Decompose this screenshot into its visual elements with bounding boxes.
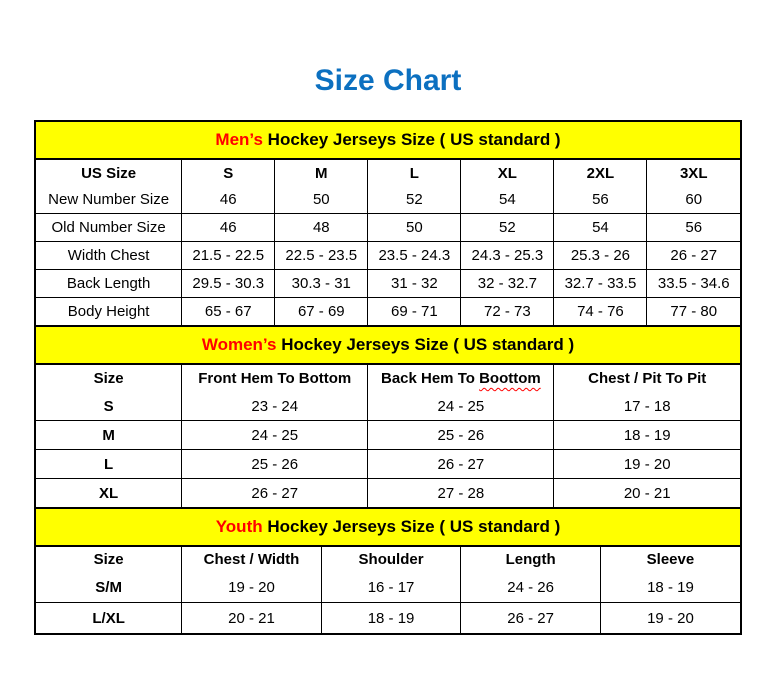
men-section-heading bbox=[36, 122, 740, 160]
size-value-cell: 20 - 21 bbox=[182, 603, 322, 634]
women-row-m bbox=[36, 421, 740, 450]
size-value-cell: 24 - 26 bbox=[461, 572, 601, 603]
size-value-cell: 56 bbox=[554, 186, 647, 214]
misspelled-word: Boottom bbox=[479, 370, 541, 387]
size-value-cell: 48 bbox=[275, 214, 368, 242]
size-value-cell: 32 - 32.7 bbox=[461, 270, 554, 298]
size-value-cell: 18 - 19 bbox=[600, 572, 740, 603]
size-value-cell: 26 - 27 bbox=[461, 603, 601, 634]
size-chart bbox=[34, 120, 742, 635]
column-header: 3XL bbox=[647, 160, 740, 186]
men-row-old-number-size bbox=[36, 214, 740, 242]
column-header: Chest / Pit To Pit bbox=[554, 365, 740, 392]
column-header: M bbox=[275, 160, 368, 186]
size-value-cell: 18 - 19 bbox=[554, 421, 740, 450]
size-value-cell: 31 - 32 bbox=[368, 270, 461, 298]
size-value-cell: 27 - 28 bbox=[368, 479, 554, 508]
size-value-cell: 67 - 69 bbox=[275, 298, 368, 326]
row-label: S/M bbox=[36, 572, 182, 603]
row-label: L/XL bbox=[36, 603, 182, 634]
size-value-cell: 26 - 27 bbox=[368, 450, 554, 479]
size-value-cell: 24.3 - 25.3 bbox=[461, 242, 554, 270]
size-value-cell: 33.5 - 34.6 bbox=[647, 270, 740, 298]
row-label: L bbox=[36, 450, 182, 479]
youth-section-name: Youth bbox=[215, 517, 263, 536]
size-value-cell: 20 - 21 bbox=[554, 479, 740, 508]
column-header: Front Hem To Bottom bbox=[182, 365, 368, 392]
women-row-s bbox=[36, 392, 740, 421]
size-value-cell: 74 - 76 bbox=[554, 298, 647, 326]
size-value-cell: 25 - 26 bbox=[368, 421, 554, 450]
men-section-name: Men’s bbox=[215, 130, 263, 149]
size-value-cell: 23.5 - 24.3 bbox=[368, 242, 461, 270]
page-title: Size Chart bbox=[314, 64, 462, 97]
size-value-cell: 56 bbox=[647, 214, 740, 242]
size-value-cell: 65 - 67 bbox=[182, 298, 275, 326]
column-header: L bbox=[368, 160, 461, 186]
size-value-cell: 46 bbox=[182, 186, 275, 214]
women-section-heading bbox=[36, 325, 740, 365]
size-value-cell: 77 - 80 bbox=[647, 298, 740, 326]
size-value-cell: 69 - 71 bbox=[368, 298, 461, 326]
size-value-cell: 29.5 - 30.3 bbox=[182, 270, 275, 298]
size-value-cell: 25 - 26 bbox=[182, 450, 368, 479]
youth-section-heading-text: Hockey Jerseys Size ( US standard ) bbox=[262, 517, 561, 536]
women-section-heading-text: Hockey Jerseys Size ( US standard ) bbox=[276, 335, 575, 354]
row-label: New Number Size bbox=[36, 186, 182, 214]
size-value-cell: 16 - 17 bbox=[321, 572, 461, 603]
youth-row-s-m bbox=[36, 572, 740, 603]
size-value-cell: 60 bbox=[647, 186, 740, 214]
women-section-name: Women’s bbox=[201, 335, 277, 354]
size-value-cell: 19 - 20 bbox=[600, 603, 740, 634]
column-header: XL bbox=[461, 160, 554, 186]
size-value-cell: 52 bbox=[368, 186, 461, 214]
women-row-l bbox=[36, 450, 740, 479]
size-value-cell: 32.7 - 33.5 bbox=[554, 270, 647, 298]
size-value-cell: 46 bbox=[182, 214, 275, 242]
size-value-cell: 54 bbox=[461, 186, 554, 214]
youth-header-row bbox=[36, 547, 740, 572]
youth-size-table bbox=[36, 547, 740, 633]
men-row-width-chest bbox=[36, 242, 740, 270]
row-label: S bbox=[36, 392, 182, 421]
row-label: Width Chest bbox=[36, 242, 182, 270]
row-label: Body Height bbox=[36, 298, 182, 326]
size-value-cell: 21.5 - 22.5 bbox=[182, 242, 275, 270]
size-value-cell: 50 bbox=[275, 186, 368, 214]
size-value-cell: 72 - 73 bbox=[461, 298, 554, 326]
column-header: S bbox=[182, 160, 275, 186]
size-value-cell: 24 - 25 bbox=[368, 392, 554, 421]
size-value-cell: 50 bbox=[368, 214, 461, 242]
column-header-text: Back Hem To bbox=[380, 370, 480, 387]
size-value-cell: 22.5 - 23.5 bbox=[275, 242, 368, 270]
size-value-cell: 19 - 20 bbox=[554, 450, 740, 479]
men-row-new-number-size bbox=[36, 186, 740, 214]
men-row-back-length bbox=[36, 270, 740, 298]
men-size-table bbox=[36, 160, 740, 325]
column-header: US Size bbox=[36, 160, 182, 186]
women-size-table bbox=[36, 365, 740, 507]
size-value-cell: 30.3 - 31 bbox=[275, 270, 368, 298]
column-header: Sleeve bbox=[600, 547, 740, 572]
size-value-cell: 24 - 25 bbox=[182, 421, 368, 450]
row-label: Back Length bbox=[36, 270, 182, 298]
women-row-xl bbox=[36, 479, 740, 508]
youth-section-heading bbox=[36, 507, 740, 547]
size-value-cell: 52 bbox=[461, 214, 554, 242]
column-header: Size bbox=[36, 547, 182, 572]
column-header bbox=[368, 365, 554, 392]
youth-row-l-xl bbox=[36, 603, 740, 634]
row-label: XL bbox=[36, 479, 182, 508]
men-header-row bbox=[36, 160, 740, 186]
size-value-cell: 54 bbox=[554, 214, 647, 242]
size-value-cell: 23 - 24 bbox=[182, 392, 368, 421]
column-header: Length bbox=[461, 547, 601, 572]
column-header: Size bbox=[36, 365, 182, 392]
size-value-cell: 26 - 27 bbox=[182, 479, 368, 508]
size-value-cell: 26 - 27 bbox=[647, 242, 740, 270]
column-header: Shoulder bbox=[321, 547, 461, 572]
row-label: Old Number Size bbox=[36, 214, 182, 242]
men-row-body-height bbox=[36, 298, 740, 326]
row-label: M bbox=[36, 421, 182, 450]
women-header-row bbox=[36, 365, 740, 392]
men-section-heading-text: Hockey Jerseys Size ( US standard ) bbox=[262, 130, 561, 149]
size-value-cell: 25.3 - 26 bbox=[554, 242, 647, 270]
column-header: Chest / Width bbox=[182, 547, 322, 572]
size-value-cell: 17 - 18 bbox=[554, 392, 740, 421]
column-header: 2XL bbox=[554, 160, 647, 186]
size-value-cell: 19 - 20 bbox=[182, 572, 322, 603]
size-value-cell: 18 - 19 bbox=[321, 603, 461, 634]
